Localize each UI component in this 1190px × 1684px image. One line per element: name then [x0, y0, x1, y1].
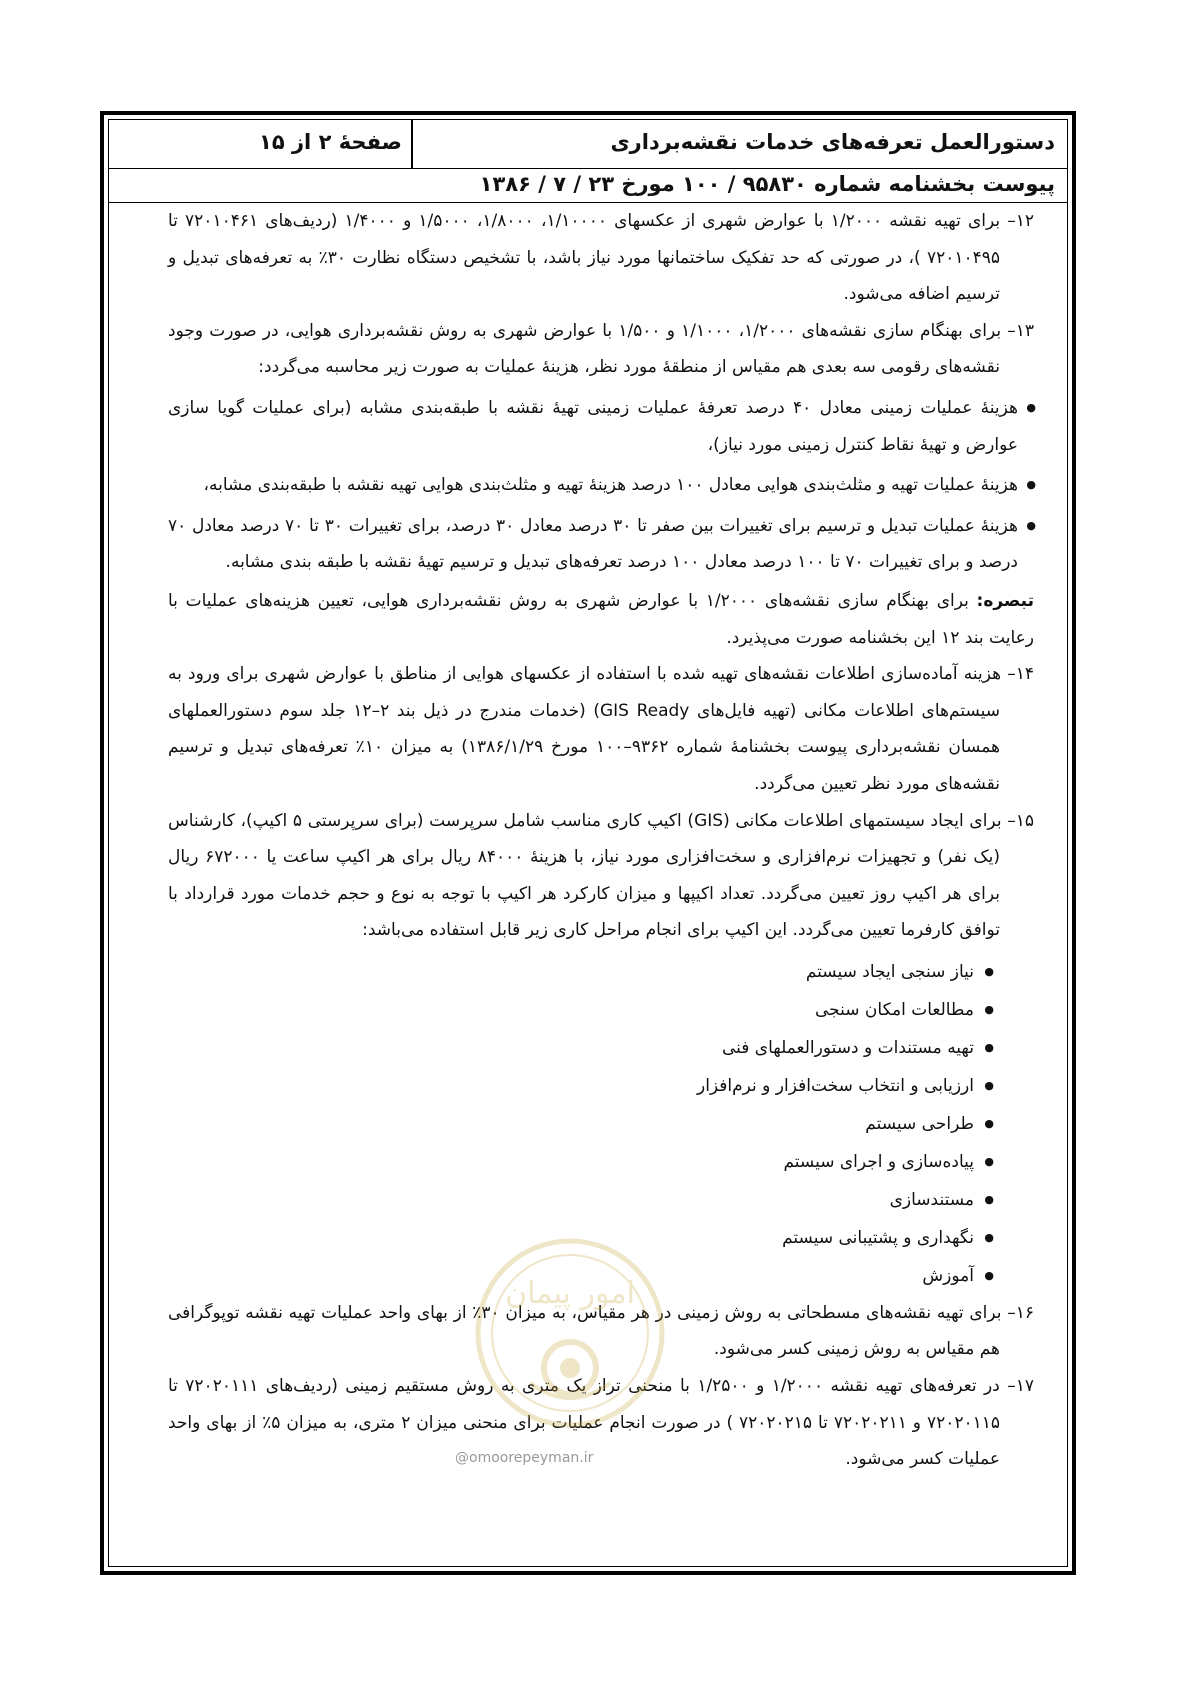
list-item: ● ارزیابی و انتخاب سخت‌افزار و نرم‌افزار: [168, 1067, 1034, 1105]
note-label: تبصره:: [976, 590, 1034, 611]
document-subtitle: پیوست بخشنامه شماره ۹۵۸۳۰ / ۱۰۰ مورخ ۲۳ / ۷ / ۱۳۸۶: [479, 172, 1055, 196]
list-item: ● آموزش: [168, 1257, 1034, 1295]
header-row: [109, 120, 1067, 169]
header-divider: [411, 120, 413, 168]
bullet-13-ground-ops: ● هزینۀ عملیات زمینی معادل ۴۰ درصد تعرفۀ عملیات زمینی تهیۀ نقشه با طبقه‌بندی مشابه (برای عملیات گویا سازی عوارض و تهیۀ نقاط کنترل زمینی مورد نیاز)،: [168, 390, 1034, 463]
paragraph-12: ۱۲– برای تهیه نقشه ۱/۲۰۰۰ با عوارض شهری از عکسهای ۱/۱۰۰۰۰، ۱/۸۰۰۰، ۱/۵۰۰۰ و ۱/۴۰۰۰ (ردیف‌های ۷۲۰۱۰۴۶۱ تا ۷۲۰۱۰۴۹۵ )، در صورتی که حد تفکیک ساختمانها مورد نیاز باشد، با تشخیص دستگاه نظارت ۳۰٪ به تعرفه‌های تبدیل و ترسیم اضافه می‌شود.: [168, 211, 1034, 305]
watermark-text: امور پیمان: [505, 1276, 635, 1311]
bullet-13-conversion: ● هزینۀ عملیات تبدیل و ترسیم برای تغییرات بین صفر تا ۳۰ درصد معادل ۳۰ درصد، برای تغییرات ۳۰ تا ۷۰ درصد معادل ۷۰ درصد و برای تغییرات ۷۰ تا ۱۰۰ درصد معادل ۱۰۰ درصد تعرفه‌های تبدیل و ترسیم تهیۀ نقشه با طبقه بندی مشابه.: [168, 508, 1034, 581]
list-item: ● تهیه مستندات و دستورالعملهای فنی: [168, 1029, 1034, 1067]
list-item: ● نگهداری و پشتیبانی سیستم: [168, 1219, 1034, 1257]
bullet-13-aerial-triangulation: ● هزینۀ عملیات تهیه و مثلث‌بندی هوایی معادل ۱۰۰ درصد هزینۀ تهیه و مثلث‌بندی هوایی تهیه نقشه با طبقه‌بندی مشابه،: [168, 467, 1034, 504]
paragraph-15: ۱۵– برای ایجاد سیستمهای اطلاعات مکانی (GIS) اکیپ کاری مناسب شامل سرپرست (برای سرپرستی ۵ اکیپ)، کارشناس (یک نفر) و تجهیزات نرم‌افزاری و سخت‌افزاری مورد نیاز، با هزینۀ ۸۴۰۰۰ ریال برای هر اکیپ ساعت یا ۶۷۲۰۰۰ ریال برای هر اکیپ روز تعیین می‌گردد. تعداد اکیپها و میزان کارکرد هر اکیپ با توجه به نوع و حجم خدمات مورد قرارداد با توافق کارفرما تعیین می‌گردد. این اکیپ برای انجام مراحل کاری زیر قابل استفاده می‌باشد:: [168, 810, 1034, 941]
paragraph-13: ۱۳– برای بهنگام سازی نقشه‌های ۱/۲۰۰۰، ۱/۱۰۰۰ و ۱/۵۰۰ با عوارض شهری به روش نقشه‌برداری هوایی، در صورت وجود نقشه‌های رقومی سه بعدی هم مقیاس از منطقۀ مورد نظر، هزینۀ عملیات به صورت زیر محاسبه می‌گردد:: [168, 320, 1034, 378]
document-title: دستورالعمل تعرفه‌های خدمات نقشه‌برداری: [610, 130, 1055, 154]
note-text: برای بهنگام سازی نقشه‌های ۱/۲۰۰۰ با عوارض شهری به روش نقشه‌برداری هوایی، تعیین هزینه‌های عملیات با رعایت بند ۱۲ این بخشنامه صورت می‌پذیرد.: [168, 590, 1034, 648]
list-item: ● مستندسازی: [168, 1181, 1034, 1219]
watermark-url: @omoorepeyman.ir: [455, 1450, 594, 1466]
note-paragraph: [168, 583, 1034, 656]
list-item: ● طراحی سیستم: [168, 1105, 1034, 1143]
list-item: ● مطالعات امکان سنجی: [168, 991, 1034, 1029]
paragraph-17: ۱۷– در تعرفه‌های تهیه نقشه ۱/۲۰۰۰ و ۱/۲۵۰۰ با منحنی تراز یک متری به روش مستقیم زمینی (ردیف‌های ۷۲۰۲۰۱۱۱ تا ۷۲۰۲۰۱۱۵ و ۷۲۰۲۰۲۱۱ تا ۷۲۰۲۰۲۱۵ ) در صورت انجام عملیات برای منحنی میزان ۲ متری، به میزان ۵٪ از بهای واحد عملیات کسر می‌شود.: [168, 1376, 1034, 1470]
list-item: ● پیاده‌سازی و اجرای سیستم: [168, 1143, 1034, 1181]
list-item: ● نیاز سنجی ایجاد سیستم: [168, 953, 1034, 991]
paragraph-16: ۱۶– برای تهیه نقشه‌های مسطحاتی به روش زمینی در هر مقیاس، به میزان ۳۰٪ از بهای واحد عملیات تهیه نقشه توپوگرافی هم مقیاس به روش زمینی کسر می‌شود.: [168, 1302, 1034, 1360]
watermark-seal-icon: [470, 1233, 670, 1448]
page-number: صفحۀ ۲ از ۱۵: [259, 130, 402, 154]
paragraph-14: ۱۴– هزینه آماده‌سازی اطلاعات نقشه‌های تهیه شده با استفاده از عکسهای هوایی از مناطق با عوارض شهری برای ورود به سیستم‌های اطلاعات مکانی (تهیه فایل‌های GIS Ready) (خدمات مندرج در ذیل بند ۲–۱۲ جلد سوم دستورالعملهای همسان نقشه‌برداری پیوست بخشنامۀ شماره ۹۳۶۲–۱۰۰ مورخ ۱۳۸۶/۱/۲۹) به میزان ۱۰٪ تعرفه‌های تبدیل و ترسیم نقشه‌های مورد نظر تعیین می‌گردد.: [168, 664, 1034, 794]
subtitle-row: [109, 168, 1067, 203]
